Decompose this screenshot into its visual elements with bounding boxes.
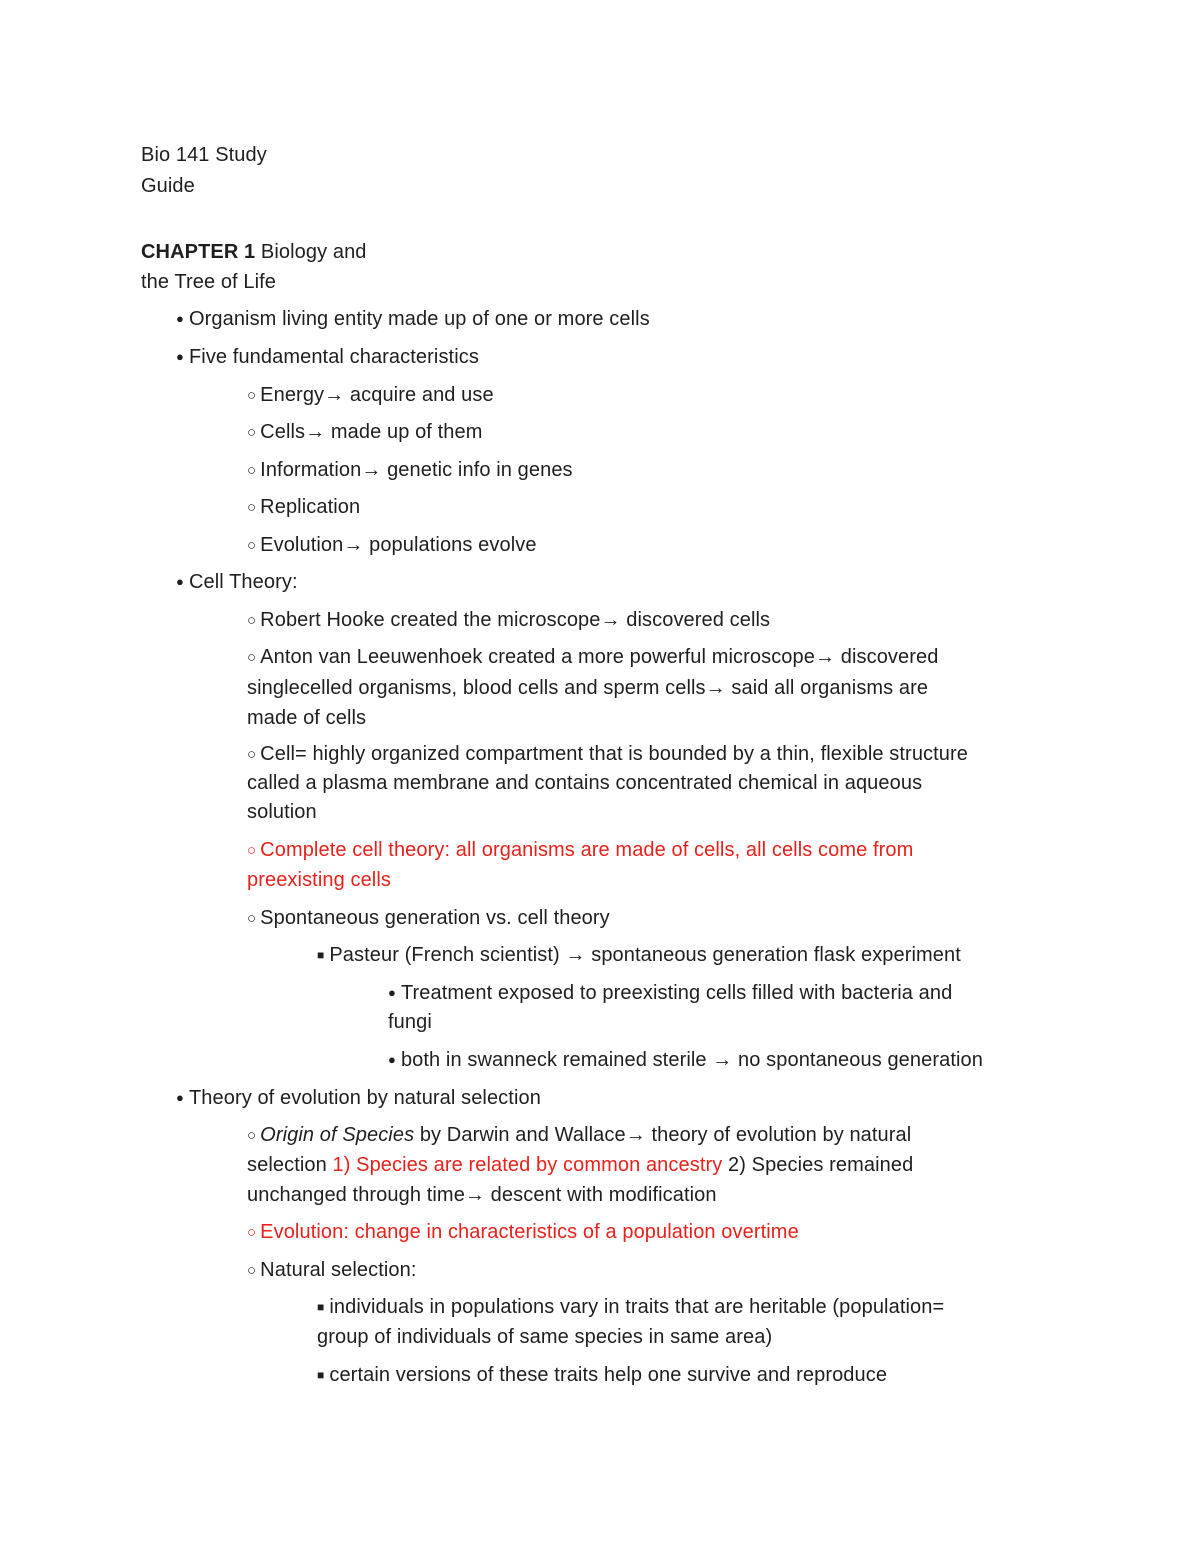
list-item: ● Treatment exposed to preexisting cells filled with bacteria and	[388, 982, 953, 1004]
list-item: ● Theory of evolution by natural selection	[176, 1087, 541, 1109]
list-item: ○ Origin of Species by Darwin and Wallace→ theory of evolution by natural	[247, 1124, 912, 1146]
list-item: ○ Anton van Leeuwenhoek created a more powerful microscope→ discovered	[247, 646, 939, 668]
chapter-heading	[141, 237, 367, 267]
circle-bullet-icon: ○	[247, 462, 257, 479]
list-item: ■ certain versions of these traits help one survive and reproduce	[317, 1364, 888, 1386]
list-item: ● Organism living entity made up of one or more cells	[176, 308, 650, 330]
circle-bullet-icon: ○	[247, 499, 257, 516]
list-item: ● Cell Theory:	[176, 571, 298, 593]
list-item-continuation: selection 1) Species are related by common ancestry 2) Species remained	[247, 1154, 914, 1176]
list-item: ● both in swanneck remained sterile → no spontaneous generation	[388, 1049, 983, 1071]
doc-title-line2: Guide	[141, 175, 195, 197]
disc-bullet-icon: ●	[176, 574, 184, 589]
circle-bullet-icon: ○	[247, 1127, 257, 1144]
list-item-continuation: singlecelled organisms, blood cells and sperm cells→ said all organisms are	[247, 677, 929, 699]
circle-bullet-icon: ○	[247, 746, 257, 763]
list-item: ■ Pasteur (French scientist) → spontaneous generation flask experiment	[317, 944, 961, 966]
highlight-text: 1) Species are related by common ancestry	[332, 1154, 723, 1176]
list-item-highlight: ○ Evolution: change in characteristics of a population overtime	[247, 1221, 799, 1243]
circle-bullet-icon: ○	[247, 1262, 257, 1279]
chapter-title: Biology and	[255, 241, 367, 263]
list-item-continuation: solution	[247, 801, 317, 823]
book-title: Origin of Species	[260, 1124, 415, 1146]
chapter-title-line2: the Tree of Life	[141, 271, 277, 293]
list-item: ○ Spontaneous generation vs. cell theory	[247, 907, 610, 929]
square-bullet-icon: ■	[317, 1300, 325, 1314]
list-item-continuation: called a plasma membrane and contains concentrated chemical in aqueous	[247, 772, 923, 794]
disc-bullet-icon: ●	[176, 311, 184, 326]
list-item: ■ individuals in populations vary in traits that are heritable (population=	[317, 1296, 945, 1318]
list-item: ● Five fundamental characteristics	[176, 346, 479, 368]
chapter-label: CHAPTER 1	[141, 241, 256, 263]
circle-bullet-icon: ○	[247, 842, 257, 859]
list-item-continuation: group of individuals of same species in same area)	[317, 1326, 773, 1348]
list-item: ○ Cell= highly organized compartment that is bounded by a thin, flexible structure	[247, 743, 969, 765]
list-item-continuation: fungi	[388, 1011, 432, 1033]
list-item: ○ Natural selection:	[247, 1259, 417, 1281]
disc-bullet-icon: ●	[388, 1052, 396, 1067]
disc-bullet-icon: ●	[388, 985, 396, 1000]
disc-bullet-icon: ●	[176, 349, 184, 364]
circle-bullet-icon: ○	[247, 387, 257, 404]
circle-bullet-icon: ○	[247, 910, 257, 927]
doc-title: Bio 141 Study	[141, 144, 267, 166]
circle-bullet-icon: ○	[247, 612, 257, 629]
square-bullet-icon: ■	[317, 948, 325, 962]
list-item: ○ Information→ genetic info in genes	[247, 459, 573, 481]
circle-bullet-icon: ○	[247, 649, 257, 666]
square-bullet-icon: ■	[317, 1368, 325, 1382]
list-item: ○ Cells→ made up of them	[247, 421, 483, 443]
list-item: ○ Evolution→ populations evolve	[247, 534, 537, 556]
disc-bullet-icon: ●	[176, 1090, 184, 1105]
list-item-highlight: ○ Complete cell theory: all organisms are made of cells, all cells come from	[247, 839, 914, 861]
circle-bullet-icon: ○	[247, 537, 257, 554]
list-item-continuation: unchanged through time→ descent with modification	[247, 1184, 717, 1206]
list-item-continuation: preexisting cells	[247, 869, 391, 891]
circle-bullet-icon: ○	[247, 1224, 257, 1241]
list-item: ○ Energy→ acquire and use	[247, 384, 494, 406]
list-item-continuation: made of cells	[247, 707, 367, 729]
list-item: ○ Robert Hooke created the microscope→ discovered cells	[247, 609, 771, 631]
list-item: ○ Replication	[247, 496, 361, 518]
circle-bullet-icon: ○	[247, 424, 257, 441]
